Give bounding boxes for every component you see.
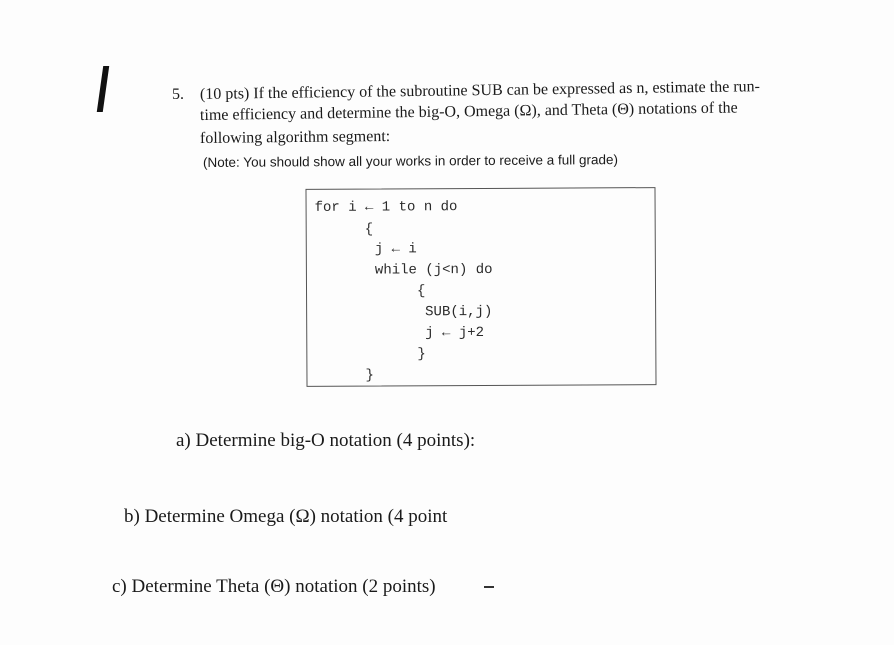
code-line-assign-j: j ← i — [374, 241, 417, 258]
code-line-for: for i ← 1 to n do — [314, 199, 458, 216]
question-text-line-3: following algorithm segment: — [199, 128, 391, 147]
code-box — [305, 187, 656, 387]
code-line-increment-j: j ← j+2 — [425, 324, 485, 342]
dash-mark — [484, 586, 494, 588]
code-line-open-brace-outer: { — [364, 221, 374, 238]
question-text-line-1: (10 pts) If the efficiency of the subroutine SUB can be expressed as n, estimate the run- — [199, 78, 761, 103]
part-a: a) Determine big-O notation (4 points): — [176, 430, 476, 451]
question-text-line-2: time efficiency and determine the big-O, Omega (Ω), and Theta (Θ) notations of the — [199, 99, 738, 124]
part-c: c) Determine Theta (Θ) notation (2 points) — [112, 576, 436, 597]
code-line-open-brace-inner: { — [416, 283, 426, 300]
question-note: (Note: You should show all your works in order to receive a full grade) — [202, 152, 619, 170]
code-line-close-brace-outer: } — [365, 367, 374, 384]
code-line-while: while (j<n) do — [374, 261, 493, 279]
code-line-close-brace-inner: } — [417, 346, 426, 363]
page-edge-mark — [97, 66, 109, 112]
part-b: b) Determine Omega (Ω) notation (4 point — [124, 506, 448, 527]
question-number: 5. — [172, 86, 184, 103]
code-line-sub-call: SUB(i,j) — [425, 303, 493, 321]
